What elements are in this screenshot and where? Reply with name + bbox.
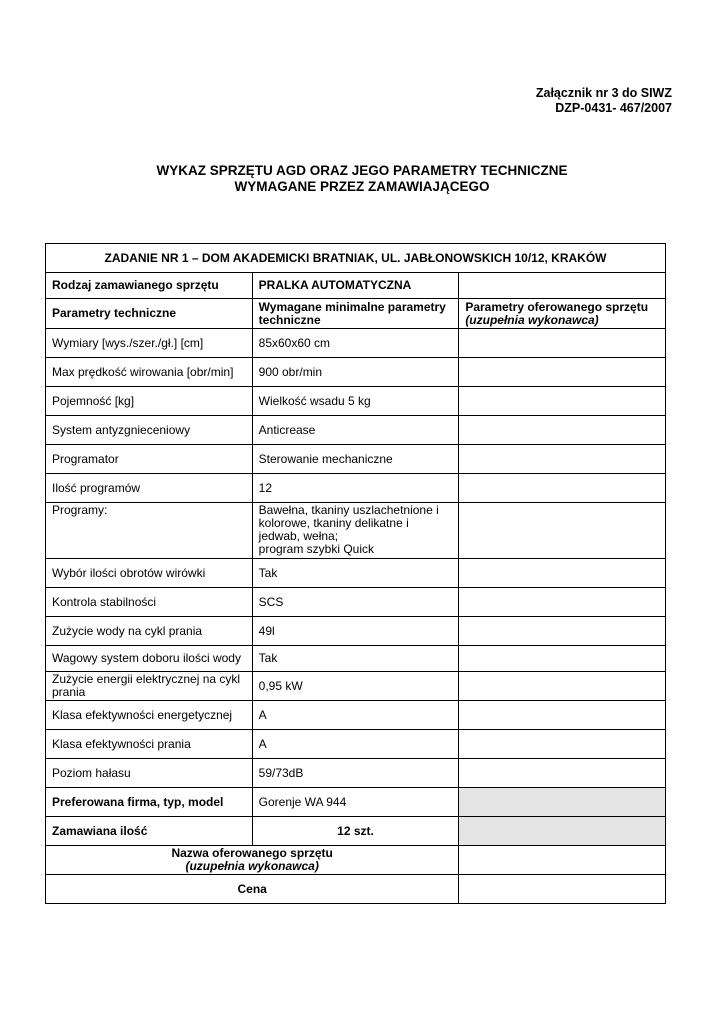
param-required: 49l: [252, 617, 459, 646]
param-name: Klasa efektywności energetycznej: [46, 701, 253, 730]
equipment-row: [46, 273, 666, 299]
param-offered-cell[interactable]: [459, 329, 666, 358]
offered-name-note: (uzupełnia wykonawca): [185, 859, 319, 873]
table-row: [46, 503, 666, 559]
task-row: [46, 244, 666, 273]
param-offered-cell[interactable]: [459, 358, 666, 387]
column-header-row: [46, 299, 666, 329]
param-name: Wagowy system doboru ilości wody: [46, 646, 253, 672]
param-required: Tak: [252, 646, 459, 672]
table-row: [46, 730, 666, 759]
param-required: 85x60x60 cm: [252, 329, 459, 358]
param-required: Wielkość wsadu 5 kg: [252, 387, 459, 416]
col-offered-title: Parametry oferowanego sprzętu: [465, 299, 649, 314]
param-offered-cell[interactable]: [459, 672, 666, 701]
param-name: Zużycie wody na cykl prania: [46, 617, 253, 646]
task-heading: ZADANIE NR 1 – DOM AKADEMICKI BRATNIAK, UL. JABŁONOWSKICH 10/12, KRAKÓW: [46, 244, 666, 273]
quantity-value: 12 szt.: [252, 817, 459, 846]
quantity-row: [46, 817, 666, 846]
attachment-label: Załącznik nr 3 do SIWZ: [535, 86, 672, 100]
programs-list: Bawełna, tkaniny uszlachetnione i kolorowe, tkaniny delikatne i jedwab, wełna;: [258, 503, 439, 543]
param-name: Ilość programów: [46, 474, 253, 503]
quantity-gray-cell: [459, 817, 666, 846]
preferred-value: Gorenje WA 944: [252, 788, 459, 817]
param-offered-cell[interactable]: [459, 387, 666, 416]
table-row: [46, 416, 666, 445]
specification-table: [45, 243, 666, 904]
param-offered-cell[interactable]: [459, 646, 666, 672]
param-offered-cell[interactable]: [459, 730, 666, 759]
param-required: Anticrease: [252, 416, 459, 445]
table-row: [46, 559, 666, 588]
preferred-label: Preferowana firma, typ, model: [46, 788, 253, 817]
col-params-header: Parametry techniczne: [46, 299, 253, 329]
preferred-gray-cell: [459, 788, 666, 817]
param-name: Max prędkość wirowania [obr/min]: [46, 358, 253, 387]
document-header: [536, 86, 672, 116]
table-row: [46, 672, 666, 701]
param-name: Wybór ilości obrotów wirówki: [46, 559, 253, 588]
table-row: [46, 701, 666, 730]
param-required: A: [252, 730, 459, 759]
param-required: 900 obr/min: [252, 358, 459, 387]
equipment-empty-cell[interactable]: [459, 273, 666, 299]
col-offered-header: [459, 299, 666, 329]
param-offered-cell[interactable]: [459, 559, 666, 588]
table-row: [46, 329, 666, 358]
offered-name-input-cell[interactable]: [459, 846, 666, 875]
table-row: [46, 588, 666, 617]
param-name: Wymiary [wys./szer./gł.] [cm]: [46, 329, 253, 358]
table-row: [46, 646, 666, 672]
param-name: Kontrola stabilności: [46, 588, 253, 617]
price-label: Cena: [46, 875, 459, 904]
param-offered-cell[interactable]: [459, 617, 666, 646]
table-row: [46, 387, 666, 416]
table-row: [46, 445, 666, 474]
param-required: Sterowanie mechaniczne: [252, 445, 459, 474]
price-row: [46, 875, 666, 904]
col-offered-note: (uzupełnia wykonawca): [465, 312, 599, 327]
param-offered-cell[interactable]: [459, 701, 666, 730]
equipment-label: Rodzaj zamawianego sprzętu: [46, 273, 253, 299]
param-required: A: [252, 701, 459, 730]
table-row: [46, 759, 666, 788]
title-line-1: WYKAZ SPRZĘTU AGD ORAZ JEGO PARAMETRY TECHNICZNE: [156, 163, 568, 178]
param-offered-cell[interactable]: [459, 474, 666, 503]
param-required: [252, 503, 459, 559]
param-name: Klasa efektywności prania: [46, 730, 253, 759]
preferred-model-row: [46, 788, 666, 817]
param-offered-cell[interactable]: [459, 445, 666, 474]
offered-name-title: Nazwa oferowanego sprzętu: [171, 846, 333, 860]
param-required: 12: [252, 474, 459, 503]
param-name: Programator: [46, 445, 253, 474]
param-required: SCS: [252, 588, 459, 617]
param-offered-cell[interactable]: [459, 416, 666, 445]
offered-name-label: [46, 846, 459, 875]
programs-quick: program szybki Quick: [258, 542, 375, 556]
equipment-value: PRALKA AUTOMATYCZNA: [252, 273, 459, 299]
page-title: [0, 163, 724, 195]
param-name: Pojemność [kg]: [46, 387, 253, 416]
table-row: [46, 617, 666, 646]
param-name: Poziom hałasu: [46, 759, 253, 788]
param-offered-cell[interactable]: [459, 588, 666, 617]
reference-number: DZP-0431- 467/2007: [555, 101, 672, 115]
price-input-cell[interactable]: [459, 875, 666, 904]
table-row: [46, 474, 666, 503]
param-required: 0,95 kW: [252, 672, 459, 701]
param-name: Programy:: [46, 503, 253, 559]
param-offered-cell[interactable]: [459, 759, 666, 788]
col-required-header: Wymagane minimalne parametry techniczne: [252, 299, 459, 329]
param-name: System antyzgnieceniowy: [46, 416, 253, 445]
param-name: Zużycie energii elektrycznej na cykl prania: [46, 672, 253, 701]
title-line-2: WYMAGANE PRZEZ ZAMAWIAJĄCEGO: [234, 179, 490, 194]
offered-name-row: [46, 846, 666, 875]
quantity-label: Zamawiana ilość: [46, 817, 253, 846]
param-offered-cell[interactable]: [459, 503, 666, 559]
table-row: [46, 358, 666, 387]
param-required: 59/73dB: [252, 759, 459, 788]
param-required: Tak: [252, 559, 459, 588]
